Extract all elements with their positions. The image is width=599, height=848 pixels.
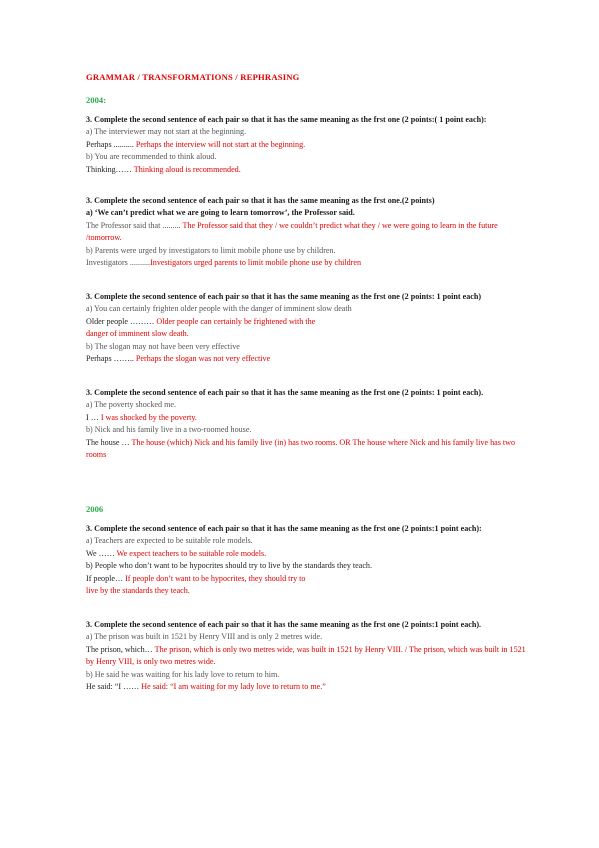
answer-prompt: Older people ……… (86, 316, 155, 326)
exercise-section (86, 195, 526, 269)
source-sentence: b) The slogan may not have been very effective (86, 341, 240, 351)
source-sentence: b) You are recommended to think aloud. (86, 152, 217, 162)
exercise-section (86, 114, 526, 176)
answer-line (86, 437, 526, 462)
answer-prompt: The prison, which… (86, 644, 153, 654)
answer-line (86, 681, 526, 693)
exercise-instruction: 3. Complete the second sentence of each pair so that it has the same meaning as the frst one (2 points:( 1 point each): (86, 115, 487, 124)
answer-prompt: If people… (86, 573, 124, 583)
exercise-instruction: 3. Complete the second sentence of each pair so that it has the same meaning as the frst one (2 points: 1 point each). (86, 388, 484, 397)
source-sentence: a) You can certainly frighten older people with the danger of imminent slow death (86, 304, 352, 314)
source-sentence: a) ‘We can’t predict what we are going to learn tomorrow’, the Professor said. (86, 208, 355, 218)
source-sentence: b) He said he was waiting for his lady love to return to him. (86, 669, 280, 679)
answer-text: Investigators urged parents to limit mobile phone use by children (150, 258, 361, 268)
exercise-section (86, 387, 526, 461)
answer-line (86, 644, 526, 669)
answer-text: The prison, which is only two metres wide, was built in 1521 by Henry VIII. / The prison, which was built in 1521 by Henry VIII, is only two metres wide. (86, 644, 526, 667)
source-sentence: a) The interviewer may not start at the beginning. (86, 127, 247, 137)
source-sentence: a) The prison was built in 1521 by Henry VIII and is only 2 metres wide. (86, 632, 323, 642)
answer-line (86, 257, 526, 269)
answer-prompt: I … (86, 412, 99, 422)
answer-text: The Professor said that they / we couldn’t predict what they / we were going to learn in the future /tomorrow. (86, 220, 498, 243)
exercise-section (86, 523, 526, 597)
year-heading-2006: 2006 (86, 504, 104, 514)
answer-prompt: Investigators .......... (86, 258, 151, 268)
exercise-instruction: 3. Complete the second sentence of each pair so that it has the same meaning as the frst one.(2 points) (86, 196, 435, 205)
page-title: GRAMMAR / TRANSFORMATIONS / REPHRASING (86, 72, 300, 82)
answer-text-continued: live by the standards they teach. (86, 586, 190, 596)
year-heading-2004: 2004: (86, 95, 107, 105)
answer-line (86, 220, 526, 245)
answer-text: Perhaps the slogan was not very effective (133, 354, 271, 364)
answer-text: I was shocked by the poverty. (98, 412, 197, 422)
answer-prompt: Perhaps .......... (86, 139, 134, 149)
answer-line (86, 316, 526, 328)
answer-text: Thinking aloud is recommended. (131, 164, 241, 174)
exercise-instruction: 3. Complete the second sentence of each pair so that it has the same meaning as the frst one (2 points:1 point each): (86, 524, 482, 533)
exercise-instruction: 3. Complete the second sentence of each pair so that it has the same meaning as the frst one (2 points: 1 point each) (86, 292, 482, 301)
answer-text: The house (which) Nick and his family live (in) has two rooms. OR The house where Nick and his family live has two rooms (86, 437, 516, 460)
answer-text: He said: “I am waiting for my lady love to return to me.” (139, 682, 326, 692)
exercise-section (86, 291, 526, 365)
answer-line (86, 548, 526, 560)
exercise-instruction: 3. Complete the second sentence of each pair so that it has the same meaning as the frst one (2 points:1 point each). (86, 620, 482, 629)
answer-text: Perhaps the interview will not start at the beginning. (133, 139, 306, 149)
source-sentence: b) People who don’t want to be hypocrites should try to live by the standards they teach. (86, 561, 372, 571)
source-sentence: b) Parents were urged by investigators to limit mobile phone use by children. (86, 245, 336, 255)
answer-text: We expect teachers to be suitable role models. (114, 548, 267, 558)
answer-line (86, 412, 526, 424)
answer-line (86, 164, 526, 176)
exercise-section (86, 619, 526, 693)
answer-prompt: We …… (86, 548, 115, 558)
answer-prompt: The Professor said that ......... (86, 220, 181, 230)
answer-text: If people don’t want to be hypocrites, they should try to (123, 573, 306, 583)
answer-prompt: The house … (86, 437, 130, 447)
answer-text: Older people can certainly be frightened with the (154, 316, 316, 326)
answer-line (86, 573, 526, 585)
answer-prompt: He said: “I …… (86, 682, 140, 692)
answer-line (86, 139, 526, 151)
answer-line (86, 353, 526, 365)
source-sentence: a) Teachers are expected to be suitable role models. (86, 536, 253, 546)
source-sentence: a) The poverty shocked me. (86, 400, 176, 410)
answer-text-continued: danger of imminent slow death. (86, 329, 189, 339)
source-sentence: b) Nick and his family live in a two-roomed house. (86, 425, 252, 435)
answer-prompt: Perhaps …….. (86, 354, 134, 364)
answer-prompt: Thinking…… (86, 164, 132, 174)
